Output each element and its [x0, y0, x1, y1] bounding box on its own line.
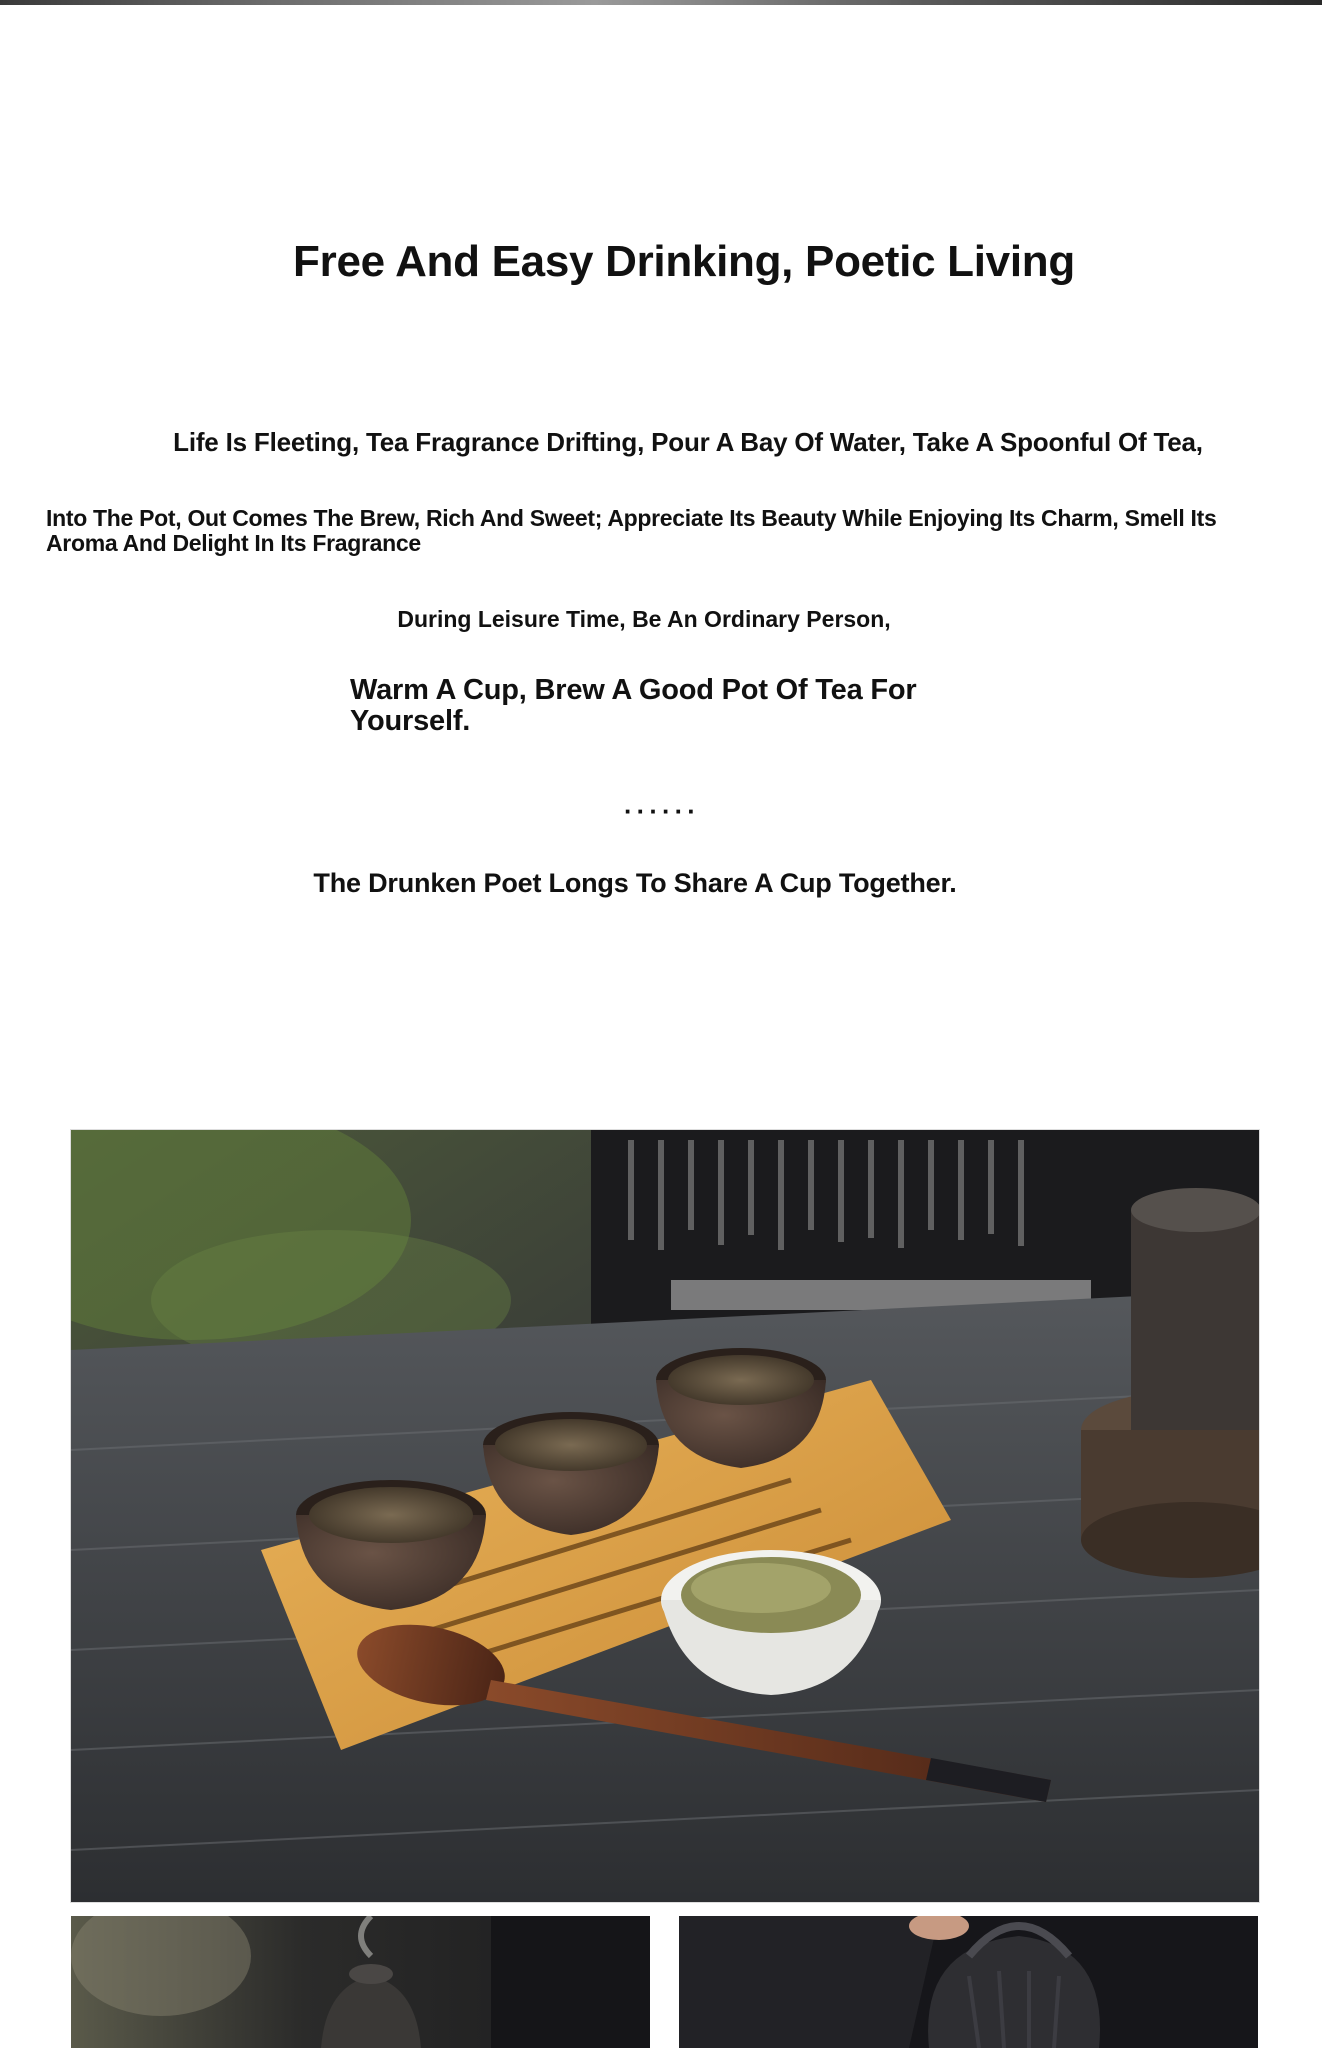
teapot-steam-image	[71, 1916, 650, 2048]
poem-line-5: The Drunken Poet Longs To Share A Cup Together.	[313, 868, 957, 898]
ellipsis-divider: ······	[624, 796, 700, 826]
poem-line-3: During Leisure Time, Be An Ordinary Person,	[397, 606, 891, 632]
page-title: Free And Easy Drinking, Poetic Living	[293, 237, 1075, 286]
top-banner-image-edge	[0, 0, 1322, 5]
tea-set-hero-image	[70, 1129, 1260, 1903]
poem-line-1: Life Is Fleeting, Tea Fragrance Drifting, Pour A Bay Of Water, Take A Spoonful Of Tea,	[173, 427, 1203, 457]
iron-kettle-image	[679, 1916, 1258, 2048]
poem-line-2: Into The Pot, Out Comes The Brew, Rich And Sweet; Appreciate Its Beauty While Enjoying Its Charm, Smell Its Aroma And Delight In Its Fragrance	[46, 505, 1217, 556]
poem-line-4: Warm A Cup, Brew A Good Pot Of Tea For Yourself.	[350, 674, 917, 737]
